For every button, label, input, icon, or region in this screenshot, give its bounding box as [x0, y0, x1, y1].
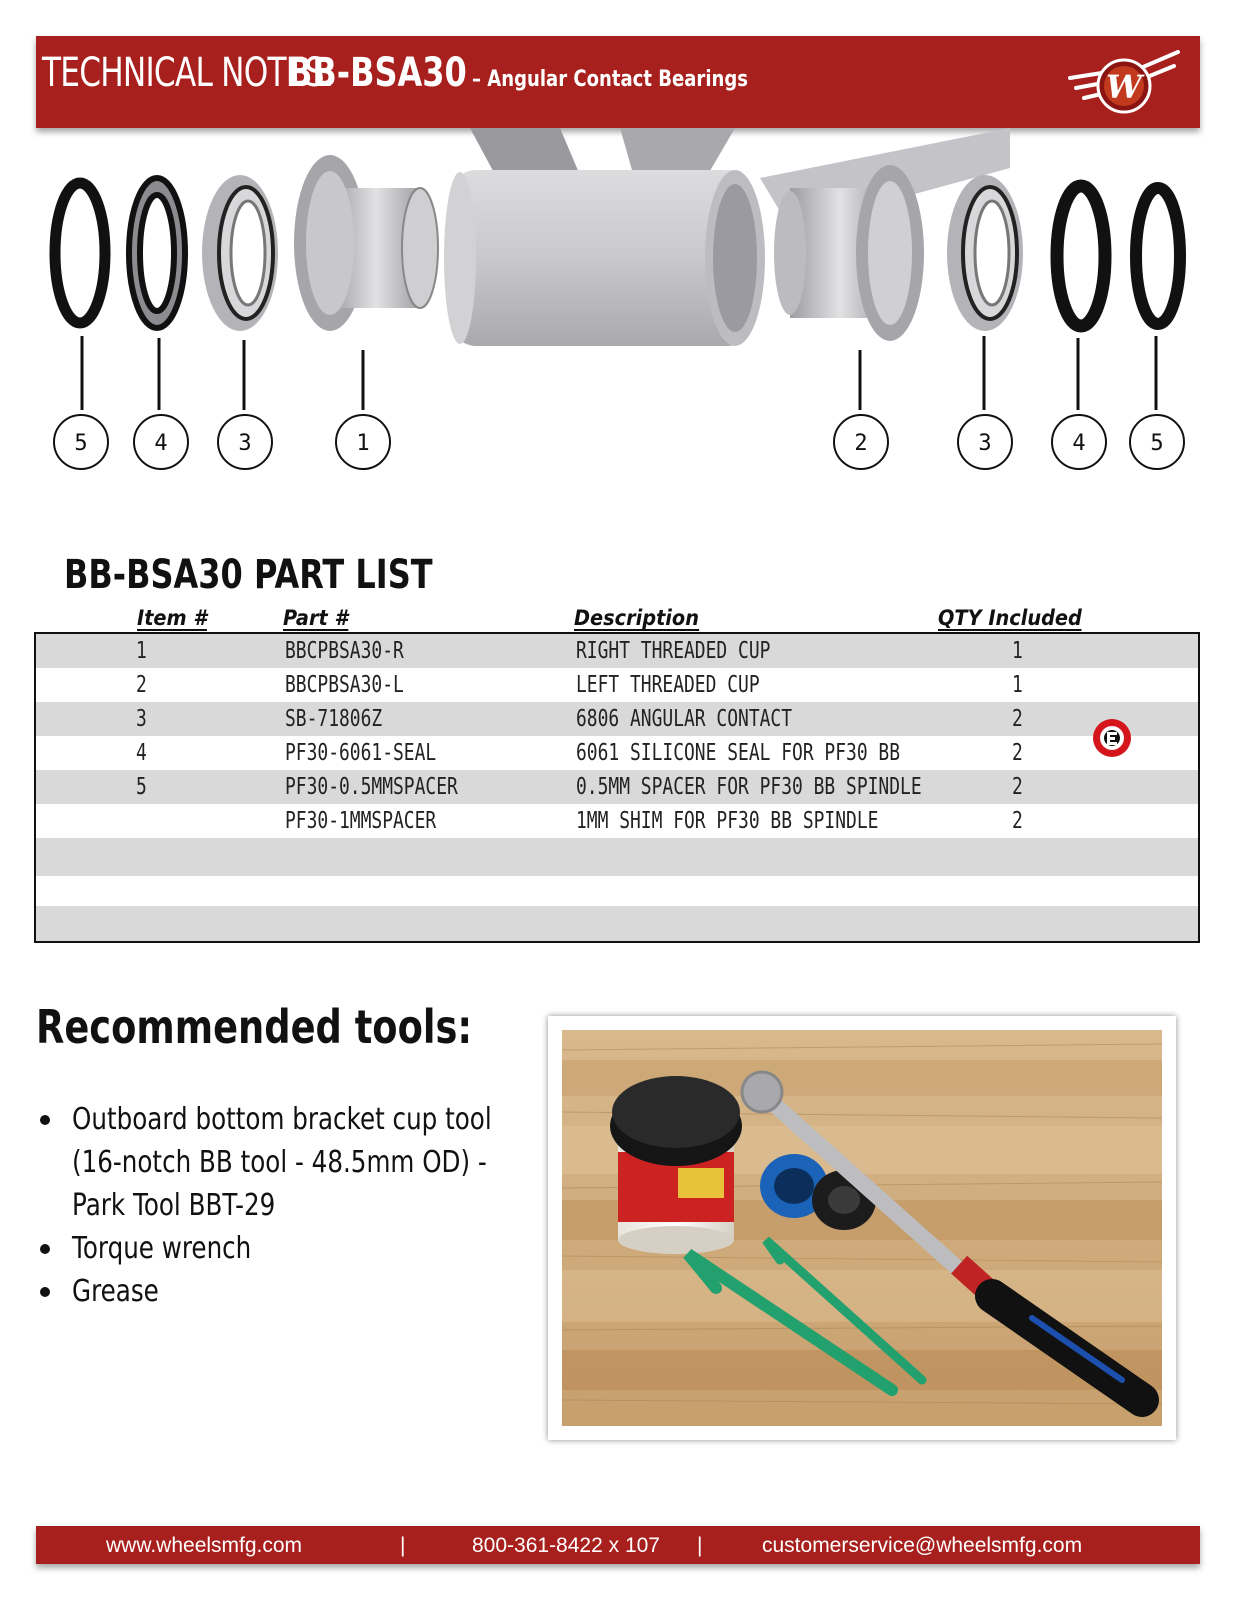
list-item — [36, 1270, 556, 1313]
bullet-icon — [40, 1287, 50, 1297]
table-row — [36, 702, 1198, 736]
wheels-logo-icon — [1062, 42, 1182, 122]
cell-part: PF30-6061-SEAL — [285, 740, 437, 766]
footer-website-link[interactable]: www.wheelsmfg.com — [106, 1534, 303, 1557]
callout-label: 4 — [154, 431, 168, 456]
callout-5-left — [54, 415, 108, 469]
footer-bar — [36, 1526, 1200, 1564]
table-row-empty — [36, 838, 1198, 876]
cell-part: BBCPBSA30-R — [285, 638, 404, 664]
grease-jar — [610, 1076, 742, 1254]
column-header-qty: QTY Included — [938, 606, 1082, 630]
column-header-description: Description — [574, 606, 699, 630]
bullet-icon — [40, 1244, 50, 1254]
footer-email-link[interactable]: customerservice@wheelsmfg.com — [762, 1534, 1083, 1557]
cell-description: 0.5MM SPACER FOR PF30 BB SPINDLE — [576, 774, 922, 800]
page-title — [42, 50, 809, 114]
part-list-title: BB-BSA30 PART LIST — [64, 552, 433, 598]
callout-label: 3 — [978, 431, 992, 456]
bullet-icon — [40, 1115, 50, 1125]
column-header-part: Part # — [283, 606, 348, 630]
bearing-right — [947, 175, 1023, 331]
cell-item: 1 — [136, 638, 147, 664]
cell-qty: 2 — [1012, 740, 1023, 766]
callout-4-right — [1052, 415, 1106, 469]
part-list-table — [34, 632, 1200, 943]
title-subtitle: – Angular Contact Bearings — [472, 67, 749, 92]
seal-ring-left-outer — [55, 183, 105, 323]
cell-part: BBCPBSA30-L — [285, 672, 404, 698]
title-model: BB-BSA30 — [288, 50, 467, 96]
callout-label: 4 — [1072, 431, 1086, 456]
tools-list — [36, 1098, 556, 1313]
callout-label: 5 — [1150, 431, 1164, 456]
callout-label: 2 — [854, 431, 868, 456]
cell-part: PF30-1MMSPACER — [285, 808, 437, 834]
callout-3-left — [218, 415, 272, 469]
title-prefix: TECHNICAL NOTES: — [42, 50, 334, 96]
callout-5-right — [1130, 415, 1184, 469]
callout-3-right — [958, 415, 1012, 469]
cell-item: 4 — [136, 740, 147, 766]
header-banner — [36, 36, 1200, 128]
tool-text: Torque wrench — [72, 1231, 252, 1266]
list-item — [36, 1227, 556, 1270]
tools-photo-frame — [548, 1016, 1176, 1440]
cell-item: 3 — [136, 706, 147, 732]
spacer-ring-right — [1136, 188, 1180, 324]
tools-photo — [562, 1030, 1162, 1426]
cell-qty: 1 — [1012, 672, 1023, 698]
callout-4-left — [134, 415, 188, 469]
cell-item: 2 — [136, 672, 147, 698]
enduro-badge-icon — [1092, 718, 1132, 758]
callout-2 — [834, 415, 888, 469]
cell-description: 1MM SHIM FOR PF30 BB SPINDLE — [576, 808, 879, 834]
seal-ring-left — [129, 178, 185, 328]
threaded-cup-left-side — [774, 165, 924, 341]
cell-part: PF30-0.5MMSPACER — [285, 774, 458, 800]
cell-qty: 2 — [1012, 808, 1023, 834]
footer-separator: | — [697, 1534, 703, 1557]
column-header-item: Item # — [137, 606, 207, 630]
table-row-empty — [36, 876, 1198, 906]
callout-label: 1 — [356, 431, 370, 456]
cell-qty: 2 — [1012, 706, 1023, 732]
bb-shell — [444, 128, 1010, 346]
cell-description: 6806 ANGULAR CONTACT — [576, 706, 793, 732]
tool-text: Outboard bottom bracket cup tool (16-notch BB tool - 48.5mm OD) - Park Tool BBT-29 — [72, 1102, 492, 1223]
tool-text: Grease — [72, 1274, 159, 1309]
table-row — [36, 736, 1198, 770]
seal-ring-right — [1057, 186, 1105, 326]
list-item — [36, 1098, 556, 1227]
cell-part: SB-71806Z — [285, 706, 383, 732]
table-row-empty — [36, 906, 1198, 943]
callout-1 — [336, 415, 390, 469]
footer-phone[interactable]: 800-361-8422 x 107 — [472, 1534, 660, 1557]
cell-item: 5 — [136, 774, 147, 800]
bearing-left — [202, 175, 278, 331]
cell-description: RIGHT THREADED CUP — [576, 638, 771, 664]
callout-leaders — [82, 336, 1156, 410]
threaded-cup-right-side — [294, 155, 438, 331]
cell-description: 6061 SILICONE SEAL FOR PF30 BB — [576, 740, 901, 766]
exploded-diagram — [0, 128, 1235, 478]
logo-letter: W — [1106, 68, 1142, 106]
table-row — [36, 770, 1198, 804]
footer-separator: | — [400, 1534, 406, 1557]
table-row — [36, 634, 1198, 668]
table-row — [36, 668, 1198, 702]
cell-qty: 2 — [1012, 774, 1023, 800]
table-row — [36, 804, 1198, 838]
cell-qty: 1 — [1012, 638, 1023, 664]
callout-label: 5 — [74, 431, 88, 456]
callout-label: 3 — [238, 431, 252, 456]
cell-description: LEFT THREADED CUP — [576, 672, 760, 698]
recommended-tools-title: Recommended tools: — [36, 1000, 473, 1054]
